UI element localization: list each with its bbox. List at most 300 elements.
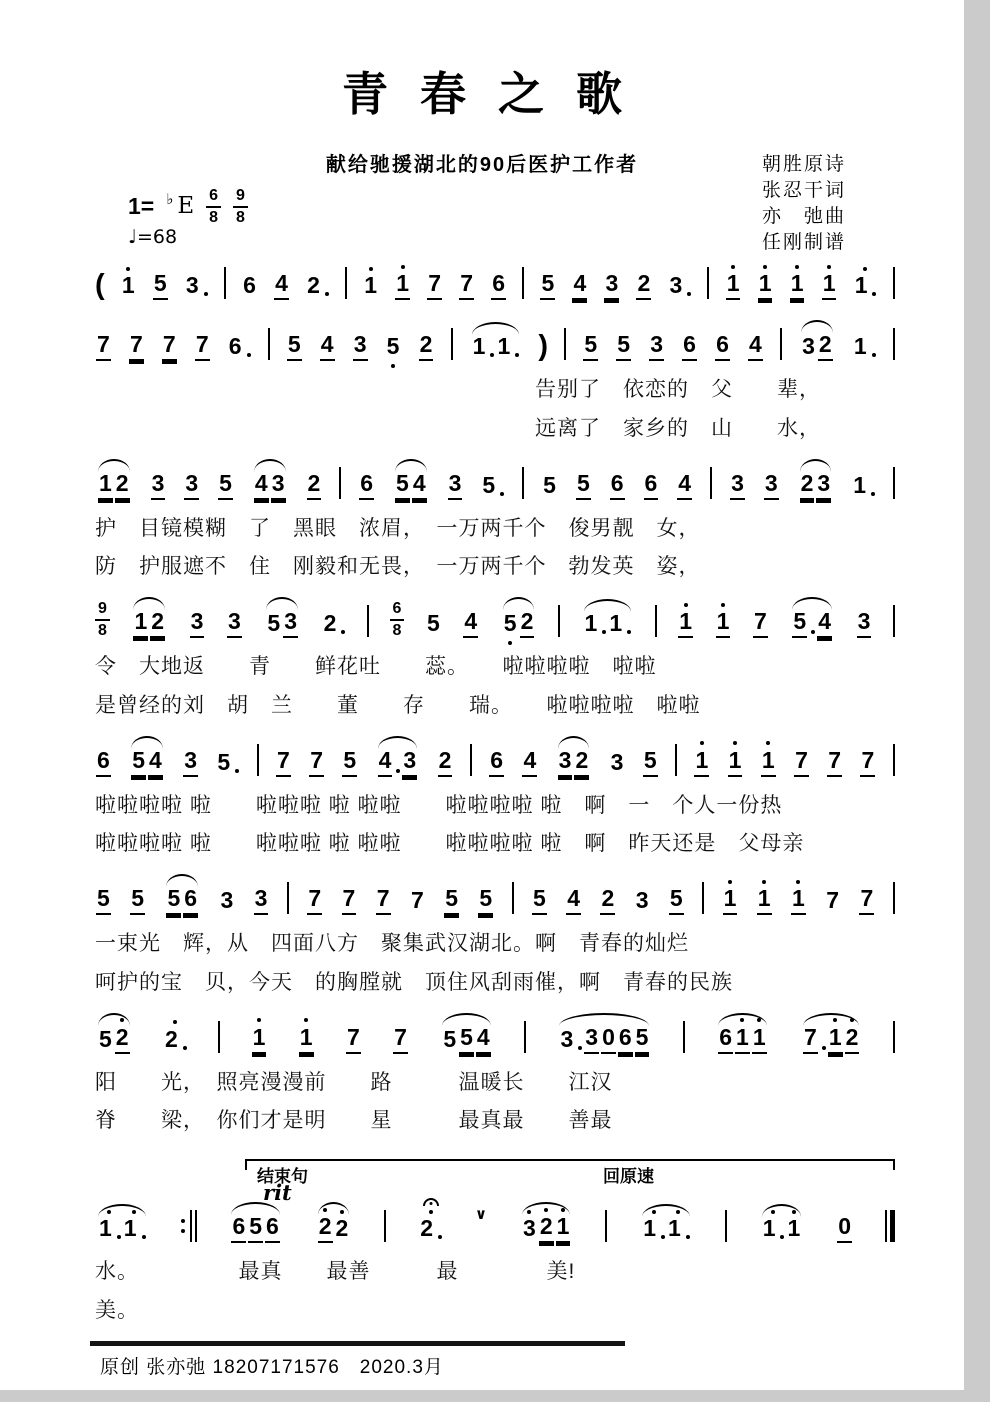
note: 4 (677, 462, 692, 509)
augmentation-dot (780, 1235, 784, 1239)
page-edge-right (964, 0, 990, 1402)
note: 7 (309, 739, 324, 786)
slur-group (639, 1207, 693, 1252)
note: 5 (503, 602, 518, 647)
note: 2 (307, 462, 322, 509)
slur-group (556, 1016, 652, 1063)
slur-group (228, 1205, 282, 1252)
note: 4 (412, 462, 427, 509)
notes-row (95, 1016, 895, 1063)
barline (710, 467, 712, 499)
note: 1 (472, 325, 495, 370)
augmentation-dot (578, 1046, 582, 1050)
slur-group (95, 1016, 133, 1063)
note: 1 (299, 1016, 314, 1063)
note: 1 (98, 1207, 121, 1252)
barline (655, 605, 657, 637)
augmentation-dot (117, 1235, 121, 1239)
note: 3 (183, 739, 198, 786)
note: 3 (190, 600, 205, 647)
note: 5 (576, 462, 591, 509)
octave-dot (740, 1018, 744, 1022)
note: 6 (96, 739, 111, 786)
note: 5 (669, 877, 684, 924)
system-2 (95, 323, 895, 448)
octave-dot (833, 1018, 837, 1022)
octave-dot (766, 741, 770, 745)
octave-dot (731, 265, 735, 269)
lyric-line: 水。 最真 最善 最 美! (95, 1260, 576, 1283)
augmentation-dot (490, 353, 494, 357)
slur-group (500, 600, 538, 647)
note: 2 (164, 1018, 187, 1063)
notes-row (95, 739, 895, 786)
flat-icon: ♭ (166, 190, 174, 208)
note: 7 (860, 739, 875, 786)
barline (257, 744, 259, 776)
note: 2 (818, 323, 833, 370)
note: 2 (335, 1207, 350, 1252)
note: 4 (476, 1016, 491, 1063)
note: 6 (489, 739, 504, 786)
note: 4 (254, 462, 269, 509)
system-1 (95, 262, 895, 309)
note: 1 (852, 464, 875, 509)
note: 4 (463, 600, 478, 647)
ending-bracket (245, 1159, 895, 1170)
note: 1 (723, 877, 738, 924)
barline (893, 744, 895, 776)
note: 1 (853, 325, 876, 370)
augmentation-dot (183, 1046, 187, 1050)
note: 5 (218, 462, 233, 509)
note: 7 (393, 1016, 408, 1063)
note: 0 (601, 1016, 616, 1063)
footer-divider (90, 1341, 625, 1346)
octave-dot (721, 603, 725, 607)
lyric-line: 告别了 依恋的 父 辈， (95, 378, 821, 401)
slur-group (759, 1207, 805, 1252)
note: 7 (427, 262, 442, 309)
note: 5 (395, 462, 410, 509)
octave-dot (391, 364, 395, 368)
dedication-subtitle: 献给驰援湖北的90后医护工作者 (325, 154, 639, 176)
augmentation-dot (515, 353, 519, 357)
octave-dot (733, 741, 737, 745)
note: 1 (791, 877, 806, 924)
note: 5 (287, 323, 302, 370)
note: 1 (728, 739, 743, 786)
notes-row (95, 323, 895, 370)
note: 4 (320, 323, 335, 370)
barline (524, 1021, 526, 1053)
octave-dot (527, 1210, 531, 1214)
note: 3 (584, 1016, 599, 1063)
barline (893, 882, 895, 914)
augmentation-dot (822, 1046, 826, 1050)
credit-line-lyrics: 张忍干词 (762, 180, 847, 201)
note: 2 (306, 264, 329, 309)
note: 4 (817, 600, 832, 647)
note: 5 (540, 262, 555, 309)
barline (522, 267, 524, 299)
note: 7 (826, 887, 840, 913)
note: 2 (800, 462, 815, 509)
note: 3 (802, 333, 815, 359)
note: 7 (753, 600, 768, 647)
note: 7 (307, 877, 322, 924)
note: 3 (184, 462, 199, 509)
note: 6 (243, 272, 256, 298)
note: 5 (386, 325, 401, 370)
note: 5 (166, 877, 181, 924)
note: 1 (608, 602, 631, 647)
note: 6 (682, 323, 697, 370)
octave-dot (676, 1210, 680, 1214)
note: 7 (803, 1016, 826, 1063)
barline (893, 267, 895, 299)
note: 7 (162, 323, 177, 370)
notes-row (95, 877, 895, 924)
octave-dot (762, 880, 766, 884)
note: 2 (150, 600, 165, 647)
augmentation-dot (204, 292, 208, 296)
note: 2 (115, 462, 130, 509)
slur-group (263, 600, 301, 647)
key-letter: E (177, 193, 195, 219)
system-6 (95, 877, 895, 1002)
lyric-line: 呵护的宝 贝，今天 的胸膛就 顶住风刮雨催，啊 青春的民族 (95, 970, 733, 994)
credit-line-composer: 亦 弛曲 (762, 206, 847, 227)
lyric-line: 防 护服遮不 住 刚毅和无畏， 一万两千个 勃发英 姿， (95, 555, 701, 579)
note: 5 (248, 1205, 263, 1252)
octave-dot (126, 267, 130, 271)
note: 5 (443, 1025, 457, 1052)
notes-row (95, 600, 895, 647)
note: 5 (427, 610, 440, 636)
octave-dot (700, 741, 704, 745)
note: 2 (574, 739, 589, 786)
slur-group (800, 1016, 862, 1063)
note: 1 (252, 1016, 267, 1063)
note: 6 (228, 325, 251, 370)
note: 2 (318, 1205, 333, 1252)
credit-line-poem: 朝胜原诗 (762, 154, 847, 175)
lyric-line: 美。 (95, 1298, 139, 1322)
note: 6 (618, 1016, 633, 1063)
note: 3 (610, 748, 624, 775)
note: 2 (520, 600, 535, 647)
time-signature-6-8: 6 8 (206, 188, 221, 226)
note: 4 (748, 323, 763, 370)
note: 7 (794, 739, 809, 786)
octave-dot (120, 1018, 124, 1022)
augmentation-dot (247, 353, 251, 357)
note: 3 (220, 887, 234, 913)
note: 3 (522, 1207, 537, 1252)
note: 3 (227, 600, 242, 647)
note: 4 (274, 262, 289, 309)
note: 1 (667, 1207, 690, 1252)
note: 7 (859, 877, 874, 924)
barline (367, 605, 369, 637)
note: 5 (543, 471, 556, 498)
note: 3 (730, 462, 745, 509)
slur-group (798, 323, 836, 370)
octave-dot (323, 1208, 327, 1212)
slur-group (315, 1205, 353, 1252)
note: 1 (752, 1016, 767, 1063)
note: 1 (790, 262, 805, 309)
note: 2 (115, 1016, 130, 1063)
barline (451, 328, 453, 360)
note: 2 (636, 262, 651, 309)
octave-dot (401, 265, 405, 269)
note: 5 (99, 1025, 112, 1052)
note: 3 (668, 264, 691, 309)
barline (512, 882, 514, 914)
note: 3 (254, 877, 269, 924)
slur-group (797, 462, 835, 509)
phrase-paren: ( (95, 269, 105, 301)
lyric-line: 啦啦啦啦 啦 啦啦啦 啦 啦啦 啦啦啦啦 啦 啊 昨天还是 父母亲 (95, 832, 805, 856)
note: 1 (786, 1207, 801, 1252)
barline (605, 1210, 607, 1242)
note: 1 (556, 1205, 571, 1252)
slur-group (130, 600, 168, 647)
phrase-paren: ) (538, 330, 549, 362)
note: 6 (491, 262, 506, 309)
note: 1 (822, 262, 837, 309)
score-body (95, 262, 895, 1344)
note: 5 (130, 877, 145, 924)
barline (558, 605, 560, 637)
note: 1 (642, 1207, 665, 1252)
note: 1 (133, 600, 148, 647)
octave-dot (652, 1210, 656, 1214)
barline (893, 467, 895, 499)
note: 4 (522, 739, 537, 786)
barline (702, 882, 704, 914)
slur-group (128, 739, 166, 786)
note: 5 (635, 1016, 650, 1063)
slur-group (392, 462, 430, 509)
time-signature-9-8: 9 8 (233, 188, 248, 226)
page-edge-bottom (0, 1390, 990, 1402)
note: 7 (376, 877, 391, 924)
note: 6 (644, 462, 659, 509)
octave-dot (340, 1210, 344, 1214)
fermata-icon (423, 1198, 439, 1206)
barline (287, 882, 289, 914)
augmentation-dot (872, 292, 876, 296)
note: 5 (444, 877, 459, 924)
tempo-return-label: 回原速 (599, 1162, 658, 1187)
time-signature: 9 8 (95, 601, 110, 639)
barline (345, 267, 347, 299)
note: 2 (600, 877, 615, 924)
barline (893, 605, 895, 637)
system-8 (95, 1154, 895, 1330)
barline (780, 328, 782, 360)
note: 1 (694, 739, 709, 786)
lyric-line: 护 目镜模糊 了 黑眼 浓眉， 一万两千个 俊男靓 女， (95, 516, 701, 540)
note: 3 (816, 462, 831, 509)
barline (339, 467, 341, 499)
barline (224, 267, 226, 299)
slur-group (95, 462, 133, 509)
slur-group (715, 1016, 769, 1063)
ending-label: 结束句 (253, 1162, 312, 1187)
lyric-line: 啦啦啦啦 啦 啦啦啦 啦 啦啦 啦啦啦啦 啦 啊 一 个人一份热 (95, 793, 783, 817)
note: 4 (148, 739, 163, 786)
note: 1 (395, 262, 410, 309)
note: 4 (572, 262, 587, 309)
barline (725, 1210, 727, 1242)
credit-line-engraver: 任刚制谱 (762, 232, 847, 253)
lyric-line: 阳 光， 照亮漫漫前 路 温暖长 江汉 (95, 1070, 613, 1094)
repeat-barline (181, 1210, 197, 1242)
note: 7 (459, 262, 474, 309)
note: 1 (761, 739, 776, 786)
slur-group (469, 325, 523, 370)
note: 3 (635, 887, 649, 913)
note: 5 (583, 323, 598, 370)
system-4 (95, 600, 895, 725)
octave-dot (728, 880, 732, 884)
barline (893, 1021, 895, 1053)
notes-row (95, 462, 895, 509)
note: 3 (271, 462, 286, 509)
note: 5 (267, 610, 281, 636)
note: 1 (735, 1016, 750, 1063)
octave-dot (132, 1210, 136, 1214)
key-signature (128, 186, 248, 226)
augmentation-dot (142, 1235, 146, 1239)
note: 6 (715, 323, 730, 370)
barline (268, 328, 270, 360)
note: 2 (845, 1016, 860, 1063)
tempo-marking: ♩=68 (128, 226, 178, 248)
system-3 (95, 462, 895, 587)
note: 2 (539, 1205, 554, 1252)
note: 1 (762, 1207, 785, 1252)
note: 3 (764, 462, 779, 509)
slur-group (581, 602, 635, 647)
notes-row (95, 262, 895, 309)
barline (470, 744, 472, 776)
note: 2 (323, 602, 346, 647)
augmentation-dot (325, 292, 329, 296)
slur-group (439, 1016, 493, 1063)
augmentation-dot (872, 353, 876, 357)
note: 1 (678, 600, 693, 647)
octave-dot (827, 265, 831, 269)
note: 1 (123, 1207, 146, 1252)
note: 1 (757, 877, 772, 924)
note: 3 (151, 462, 166, 509)
barline (218, 1021, 220, 1053)
note: 1 (496, 325, 519, 370)
note: 5 (481, 464, 504, 509)
octave-dot (863, 267, 867, 271)
note: 1 (726, 262, 741, 309)
slur-group (375, 739, 421, 786)
octave-dot (757, 1018, 761, 1022)
note: 7 (195, 323, 210, 370)
time-signature: 6 8 (390, 601, 405, 639)
note: 3 (402, 739, 417, 786)
note: 6 (610, 462, 625, 509)
augmentation-dot (602, 630, 606, 634)
note: 1 (363, 264, 378, 309)
slur-group (95, 1207, 149, 1252)
credits-block (762, 152, 846, 256)
octave-dot (544, 1208, 548, 1212)
lyric-line: 令 大地返 青 鲜花吐 蕊。 啦啦啦啦 啦啦 (95, 655, 657, 678)
system-7 (95, 1016, 895, 1141)
note: 5 (96, 877, 111, 924)
augmentation-dot (396, 769, 400, 773)
note: 3 (185, 264, 208, 309)
note: 4 (378, 739, 401, 786)
note: 2 (419, 1198, 442, 1252)
barline (675, 744, 677, 776)
note: 7 (96, 323, 111, 370)
note: 6 (183, 877, 198, 924)
slur-group (555, 739, 593, 786)
note: 1 (584, 602, 607, 647)
rit-marking: rit (263, 1180, 292, 1205)
note: 3 (604, 262, 619, 309)
augmentation-dot (661, 1235, 665, 1239)
note: 7 (342, 877, 357, 924)
note: 1 (758, 262, 773, 309)
note: 3 (559, 1018, 582, 1063)
key-prefix: 1= (128, 192, 155, 219)
note: 7 (410, 887, 424, 913)
octave-dot (257, 1018, 261, 1022)
note: 1 (854, 264, 877, 309)
barline (707, 267, 709, 299)
notes-row (95, 1198, 895, 1252)
note: 7 (276, 739, 291, 786)
note: 6 (718, 1016, 733, 1063)
note: 6 (359, 462, 374, 509)
note: 6 (265, 1205, 280, 1252)
octave-dot (796, 880, 800, 884)
octave-dot (561, 1208, 565, 1212)
note: 1 (828, 1016, 843, 1063)
note: 7 (346, 1016, 361, 1063)
augmentation-dot (687, 292, 691, 296)
note: 7 (129, 323, 144, 370)
slur-group (789, 600, 835, 647)
lyric-line: 是曾经的刘 胡 兰 董 存 瑞。 啦啦啦啦 啦啦 (95, 693, 701, 717)
note: 1 (716, 600, 731, 647)
note: 6 (231, 1205, 246, 1252)
augmentation-dot (500, 492, 504, 496)
augmentation-dot (235, 769, 239, 773)
lyric-line: 脊 梁， 你们才是明 星 最真最 善最 (95, 1109, 613, 1133)
note: 5 (131, 739, 146, 786)
note: 3 (448, 462, 463, 509)
note: 3 (283, 600, 298, 647)
octave-dot (684, 603, 688, 607)
note: 0 (837, 1205, 852, 1252)
augmentation-dot (871, 492, 875, 496)
barline (683, 1021, 685, 1053)
